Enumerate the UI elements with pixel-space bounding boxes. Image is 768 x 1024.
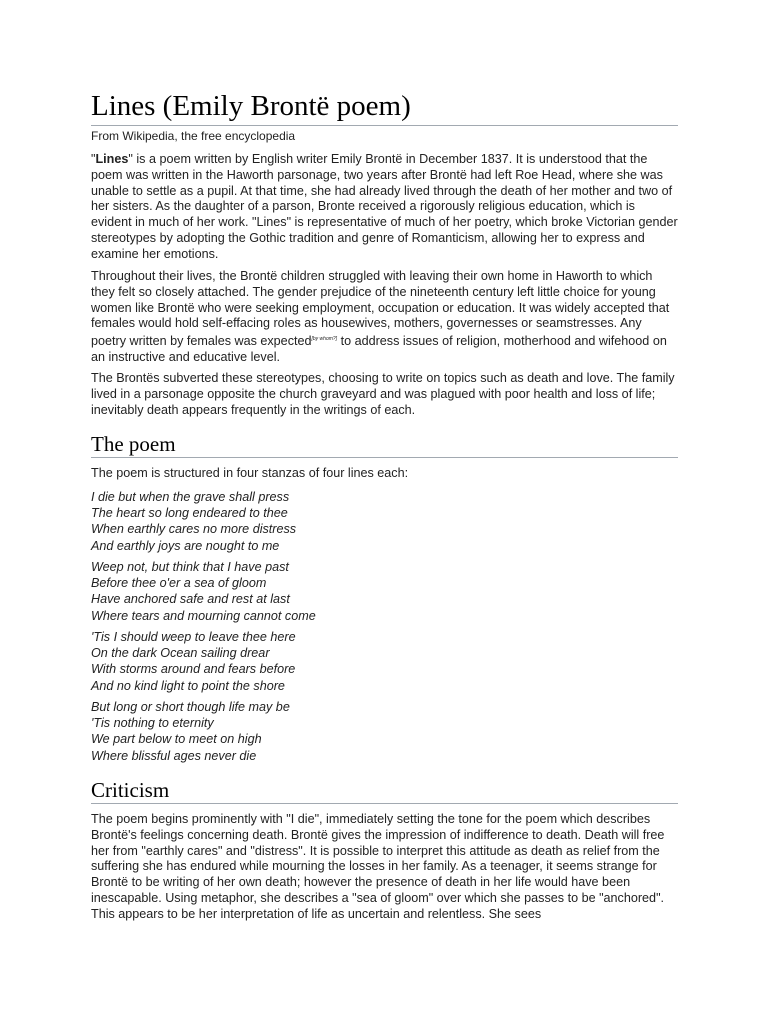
context-paragraph — [91, 269, 678, 366]
stanza-3 — [91, 629, 678, 694]
section-heading-poem: The poem — [91, 431, 678, 458]
poem-line: I die but when the grave shall press — [91, 490, 290, 504]
intro-text: " is a poem written by English writer Emily Brontë in December 1837. It is understood that the poem was written in the Haworth parsonage, two years after Brontë had left Roe Head, where she was unable to settle as a pupil. At that time, she had already lived through the death of her mother and two of her sisters. As the daughter of a parson, Bronte received a rigorously religious education, which is evident in much of her work. "Lines" is representative of much of her poetry, which broke Victorian gender stereotypes by adopting the Gothic tradition and genre of Romanticism, allowing her to express and examine her emotions. — [91, 152, 678, 261]
citation-needed-tag[interactable]: [by whom?] — [311, 336, 338, 343]
subversion-paragraph: The Brontës subverted these stereotypes, choosing to write on topics such as death and love. The family lived in a parsonage opposite the church graveyard and was plagued with poor health and loss of life; inevitably death appears frequently in the writings of each. — [91, 371, 675, 417]
poem-line: With storms around and fears before — [91, 662, 296, 677]
poem-line: Weep not, but think that I have past — [91, 560, 289, 574]
poem-line: The heart so long endeared to thee — [91, 506, 288, 521]
stanza-2 — [91, 559, 678, 624]
poem-line: Have anchored safe and rest at last — [91, 592, 290, 607]
poem-line: On the dark Ocean sailing drear — [91, 646, 270, 661]
criticism-paragraph: The poem begins prominently with "I die", immediately setting the tone for the poem which describes Brontë's feelings concerning death. Brontë gives the impression of indifference to death. Death will free her from "earthly cares" and "distress". It is possible to interpret this attitude as death as relief from the suffering she has endured while mourning the losses in her family. As a teenager, it seems strange for Brontë to be writing of her own death; however the presence of death in her life would have been inescapable. Using metaphor, she describes a "sea of gloom" over which she passes to be "anchored". This appears to be her interpretation of life as uncertain and relentless. She sees — [91, 812, 665, 921]
site-tagline: From Wikipedia, the free encyclopedia — [91, 129, 296, 143]
stanza-4 — [91, 699, 678, 764]
poem-line: Before thee o'er a sea of gloom — [91, 576, 267, 591]
section-heading-criticism: Criticism — [91, 777, 678, 804]
poem-line: And earthly joys are nought to me — [91, 538, 280, 553]
intro-open-quote: " — [91, 152, 96, 166]
context-text-start: Throughout their lives, the Brontë children struggled with leaving their own home in Haworth to which they felt so closely attached. The gender prejudice of the nineteenth century left little choice for young women like Brontë who were seeking employment, occupation or education. It was widely accepted that females would hold self-effacing roles as housewives, mothers, governesses or seamstresses. Any poetry written by females was expected — [91, 269, 670, 349]
context-text-end: to address issues of religion, motherhood and wifehood on an instructive and educative level. — [91, 334, 667, 364]
poem-line: Where tears and mourning cannot come — [91, 608, 316, 623]
poem-line: When earthly cares no more distress — [91, 522, 297, 537]
poem-line: And no kind light to point the shore — [91, 678, 285, 693]
article-subject-bold: Lines — [95, 152, 129, 166]
intro-paragraph — [91, 152, 678, 263]
poem-line: 'Tis nothing to eternity — [91, 716, 214, 731]
stanza-1 — [91, 489, 678, 554]
poem-intro: The poem is structured in four stanzas of four lines each: — [91, 466, 409, 480]
poem-line: We part below to meet on high — [91, 732, 262, 747]
poem-line: 'Tis I should weep to leave thee here — [91, 630, 296, 644]
page-title: Lines (Emily Brontë poem) — [91, 88, 678, 126]
poem-line: Where blissful ages never die — [91, 748, 257, 763]
poem-line: But long or short though life may be — [91, 700, 290, 714]
